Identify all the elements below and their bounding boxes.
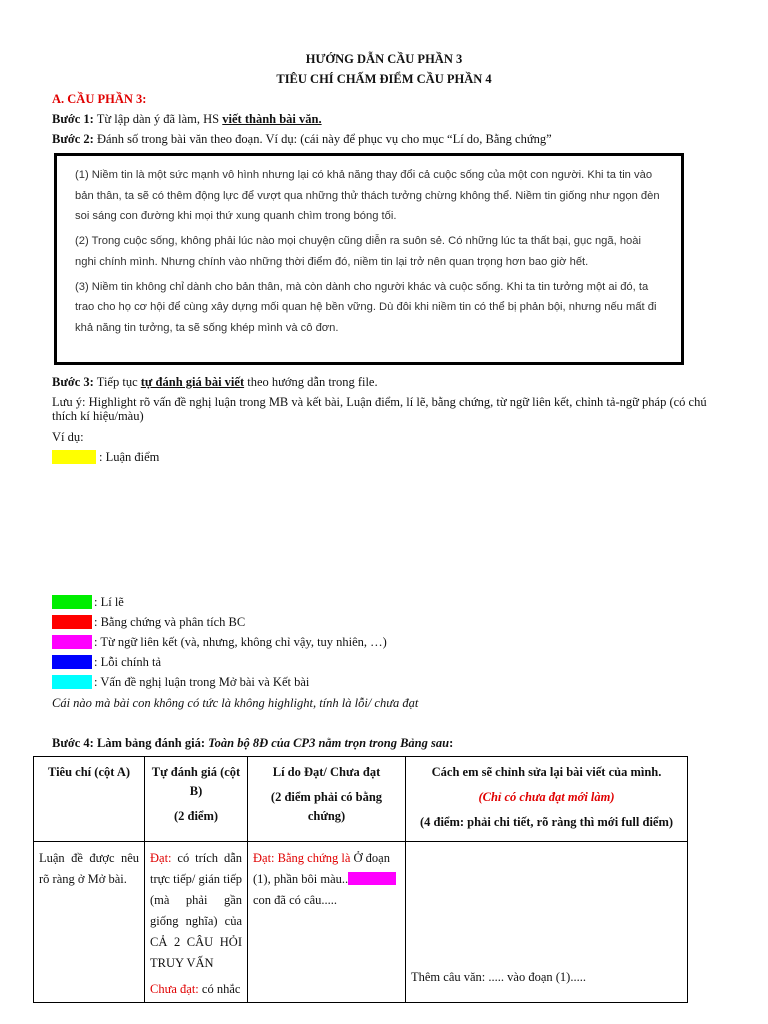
revision-text: Thêm câu văn: ..... vào đoạn (1)..... xyxy=(411,970,586,984)
legend-swatch-li-le xyxy=(52,595,92,609)
essay-paragraph-1: (1) Niềm tin là một sức mạnh vô hình nhưng lại có khả năng thay đổi cả cuộc sống của một con người. Khi ta tin vào bản thân, ta sẽ có thêm động lực để vượt qua những thử thách tưởng chừng không thể. Niềm tin giống như ngọn đèn soi sáng con đường khi mọi thứ xung quanh chìm trong bóng tối. xyxy=(75,169,660,222)
header-criterion xyxy=(34,757,145,842)
legend-swatch-loi-chinh-ta xyxy=(52,655,92,669)
cell-reason xyxy=(248,842,406,1003)
legend-swatch-luan-diem xyxy=(52,450,96,464)
self-fail-text: có nhắc xyxy=(198,982,241,996)
cell-revision xyxy=(406,842,688,1003)
step-4 xyxy=(52,736,453,751)
reason-label: Đạt: Bằng chứng là xyxy=(253,851,351,865)
self-pass-text: có trích dẫn trực tiếp/ gián tiếp (mà phải gần giống nghĩa) của CẢ 2 CÂU HỎI TRUY VẤN xyxy=(150,851,242,970)
example-label: Ví dụ: xyxy=(52,430,84,444)
legend-label-van-de-nghi-luan: : Vấn đề nghị luận trong Mở bài và Kết bài xyxy=(94,675,310,689)
step-1 xyxy=(52,112,322,127)
legend-swatch-van-de-nghi-luan xyxy=(52,675,92,689)
step-4-emphasis: Toàn bộ 8Đ của CP3 nằm trọn trong Bảng sau xyxy=(205,736,450,750)
step-1-emphasis: viết thành bài văn. xyxy=(222,112,322,126)
legend-label-bang-chung: : Bằng chứng và phân tích BC xyxy=(94,615,246,629)
essay-paragraph-2: (2) Trong cuộc sống, không phải lúc nào mọi chuyện cũng diễn ra suôn sẻ. Có những lúc ta thất bại, gục ngã, hoài nghi chính mình. Nhưng chính vào những thời điểm đó, niềm tin lại trở nên quan trọng hơn bao giờ hết. xyxy=(75,235,641,268)
section-a-heading: A. CẦU PHẦN 3: xyxy=(52,92,147,106)
step-2-text: Đánh số trong bài văn theo đoạn. Ví dụ: (cái này để phục vụ cho mục “Lí do, Bằng chứng” xyxy=(93,132,552,146)
step-4-end: : xyxy=(449,736,454,750)
table-row xyxy=(34,842,688,1003)
step-3-text-2: theo hướng dẫn trong file. xyxy=(244,375,378,389)
legend-label-luan-diem: : Luận điểm xyxy=(99,450,160,464)
step-4-label: Bước 4: Làm bảng đánh giá: xyxy=(52,736,205,750)
doc-subtitle: TIÊU CHÍ CHẤM ĐIỂM CẦU PHẦN 4 xyxy=(276,72,492,86)
legend-swatch-bang-chung xyxy=(52,615,92,629)
cell-criterion: Luận đề được nêu rõ ràng ở Mở bài. xyxy=(34,842,145,1003)
table-header-row xyxy=(34,757,688,842)
header-reason-text: Lí do Đạt/ Chưa đạt xyxy=(272,765,381,779)
header-criterion-text: Tiêu chí (cột A) xyxy=(47,765,131,779)
reason-text-2: con đã có câu..... xyxy=(253,893,337,907)
evaluation-table xyxy=(33,756,688,1003)
doc-title: HƯỚNG DẪN CẦU PHẦN 3 xyxy=(305,52,463,66)
legend-label-li-le: : Lí lẽ xyxy=(94,595,124,609)
self-fail-label: Chưa đạt: xyxy=(150,982,199,996)
header-revision-note: (Chỉ có chưa đạt mới làm) xyxy=(478,790,615,804)
example-essay-box xyxy=(54,153,684,365)
header-reason-points: (2 điểm phải có bằng chứng) xyxy=(270,790,383,823)
header-revision xyxy=(406,757,688,842)
legend-note: Cái nào mà bài con không có tức là không highlight, tính là lỗi/ chưa đạt xyxy=(52,696,419,710)
step-3-label: Bước 3: xyxy=(52,375,94,389)
cell-self-assessment xyxy=(145,842,248,1003)
note-text: Lưu ý: Highlight rõ vấn đề nghị luận trong MB và kết bài, Luận điểm, lí lẽ, bằng chứng, từ ngữ liên kết, chỉnh tả-ngữ pháp (có chú thích kí hiệu/màu) xyxy=(52,395,707,423)
reason-text-1: Ở đoạn (1), phần bôi màu.. xyxy=(253,851,390,886)
header-self-assessment xyxy=(145,757,248,842)
step-3-emphasis: tự đánh giá bài viết xyxy=(140,375,245,389)
step-2-label: Bước 2: xyxy=(52,132,94,146)
header-revision-points: (4 điểm: phải chi tiết, rõ ràng thì mới full điểm) xyxy=(419,815,674,829)
header-self-assessment-points: (2 điểm) xyxy=(173,809,219,823)
header-reason xyxy=(248,757,406,842)
header-self-assessment-text: Tự đánh giá (cột B) xyxy=(151,765,241,798)
self-pass-label: Đạt: xyxy=(150,851,172,865)
step-1-label: Bước 1: xyxy=(52,112,94,126)
step-1-text: Từ lập dàn ý đã làm, HS xyxy=(93,112,223,126)
legend-label-loi-chinh-ta: : Lỗi chính tả xyxy=(94,655,161,669)
step-3-text: Tiếp tục xyxy=(93,375,141,389)
legend-label-tu-ngu-lien-ket: : Từ ngữ liên kết (và, nhưng, không chỉ vậy, tuy nhiên, …) xyxy=(94,635,387,649)
step-2 xyxy=(52,132,552,147)
header-revision-text: Cách em sẽ chỉnh sửa lại bài viết của mình. xyxy=(431,765,662,779)
step-3 xyxy=(52,375,378,390)
legend-swatch-tu-ngu-lien-ket xyxy=(52,635,92,649)
essay-paragraph-3: (3) Niềm tin không chỉ dành cho bản thân, mà còn dành cho người khác và cuộc sống. Khi ta tin tưởng một ai đó, ta trao cho họ cơ hội để cùng xây dựng mối quan hệ bền vững. Dù đôi khi niềm tin có thể bị phản bội, nhưng nếu mất đi khả năng tin tưởng, ta sẽ sống khép mình và cô đơn. xyxy=(75,280,657,334)
magenta-highlight-sample xyxy=(348,872,396,885)
